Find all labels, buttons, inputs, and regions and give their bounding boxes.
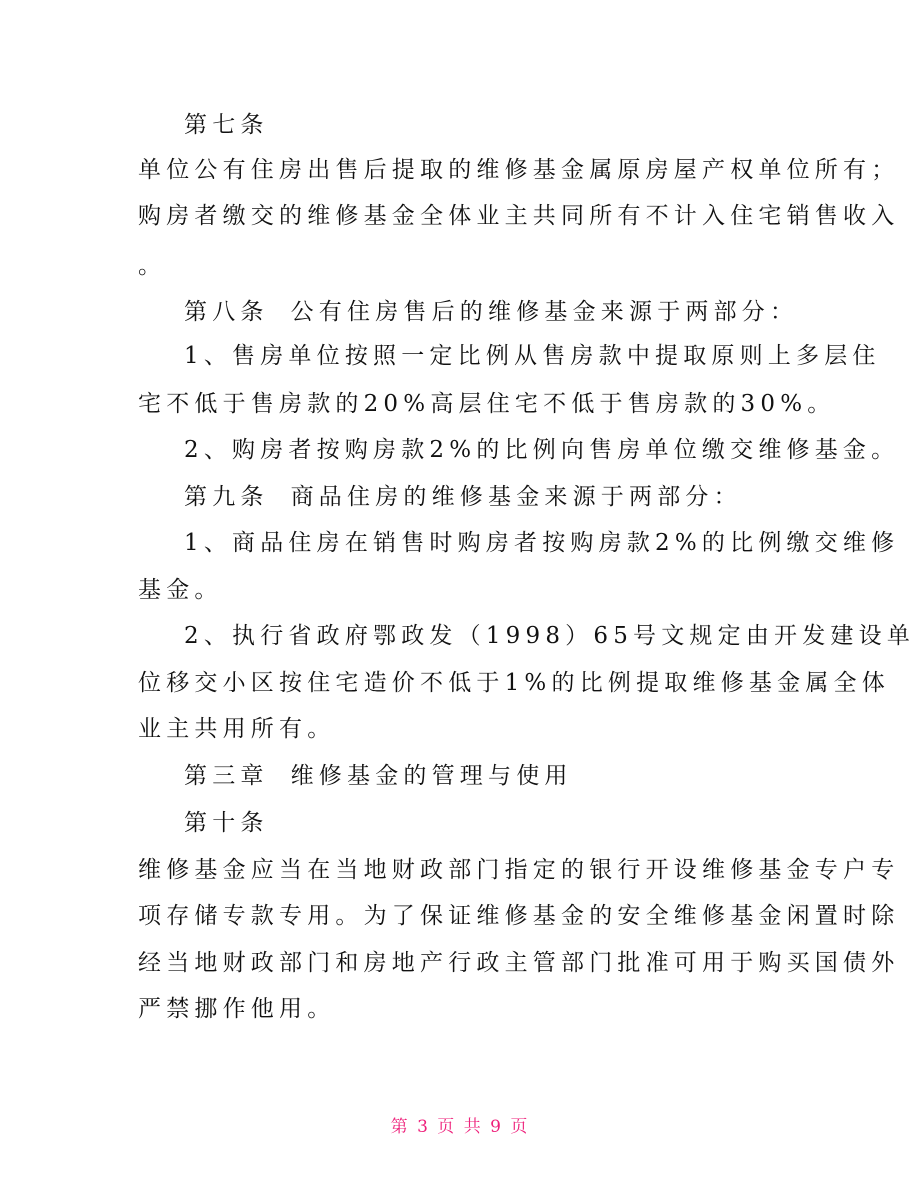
article-8-heading: 第八条 xyxy=(184,299,269,325)
article-7-line-3: 。 xyxy=(138,253,167,279)
article-10-line-4: 严禁挪作他用。 xyxy=(138,996,336,1022)
chapter-3-heading: 第三章 xyxy=(184,763,269,789)
article-9-text: 商品住房的维修基金来源于两部分： xyxy=(290,484,742,510)
page-number-footer: 第 3 页 共 9 页 xyxy=(390,1117,530,1137)
article-9-item-1-line-1: 1、商品住房在销售时购房者按购房款2%的比例缴交维修 xyxy=(184,530,900,556)
article-7-line-1: 单位公有住房出售后提取的维修基金属原房屋产权单位所有； xyxy=(138,157,900,183)
article-7-heading: 第七条 xyxy=(184,112,269,138)
article-9-item-1-line-2: 基金。 xyxy=(138,577,223,603)
article-9-line xyxy=(184,482,742,512)
article-10-heading: 第十条 xyxy=(184,810,269,836)
chapter-3-line xyxy=(184,761,573,791)
article-10-line-2: 项存储专款专用。为了保证维修基金的安全维修基金闲置时除 xyxy=(138,903,900,929)
article-10-line-3: 经当地财政部门和房地产行政主管部门批准可用于购买国债外 xyxy=(138,950,900,976)
article-8-item-1-line-2: 宅不低于售房款的20%高层住宅不低于售房款的30%。 xyxy=(138,391,836,417)
article-9-item-2-line-3: 业主共用所有。 xyxy=(138,716,336,742)
article-8-item-2: 2、购房者按购房款2%的比例向售房单位缴交维修基金。 xyxy=(184,437,900,463)
article-9-item-2-line-1: 2、执行省政府鄂政发（1998）65号文规定由开发建设单 xyxy=(184,623,916,649)
article-8-item-1-line-1: 1、售房单位按照一定比例从售房款中提取原则上多层住 xyxy=(184,343,881,369)
article-10-line-1: 维修基金应当在当地财政部门指定的银行开设维修基金专户专 xyxy=(138,857,900,883)
article-9-item-2-line-2: 位移交小区按住宅造价不低于1%的比例提取维修基金属全体 xyxy=(138,670,890,696)
article-7-line-2: 购房者缴交的维修基金全体业主共同所有不计入住宅销售收入 xyxy=(138,203,900,229)
article-8-text: 公有住房售后的维修基金来源于两部分： xyxy=(290,299,799,325)
article-8-line xyxy=(184,297,798,327)
article-9-heading: 第九条 xyxy=(184,484,269,510)
chapter-3-title: 维修基金的管理与使用 xyxy=(290,763,573,789)
